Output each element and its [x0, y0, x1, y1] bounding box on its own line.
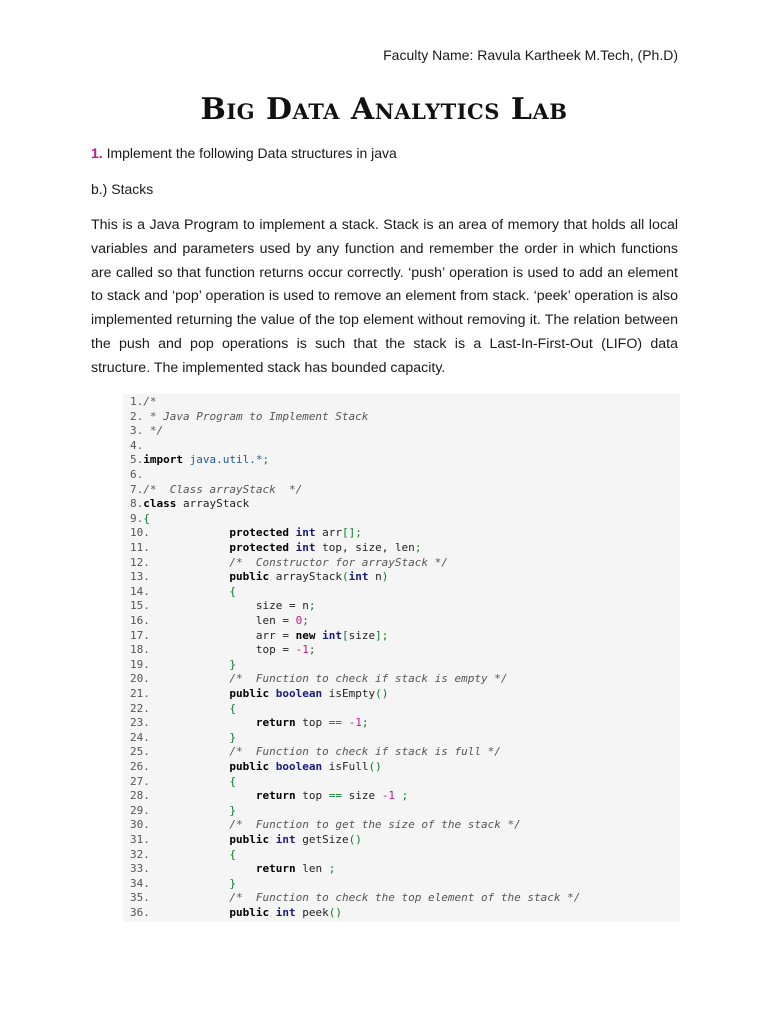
code-token: ; [401, 789, 409, 803]
code-token: protected [229, 526, 289, 540]
line-number: 10. [130, 526, 150, 540]
code-line [130, 395, 157, 410]
code-line [130, 556, 448, 571]
question-heading [91, 145, 397, 161]
code-token [289, 541, 296, 554]
code-token [150, 731, 229, 744]
code-line [130, 716, 368, 731]
line-number: 8. [130, 497, 144, 511]
code-token: return [255, 716, 296, 730]
code-token [269, 760, 276, 773]
code-line [130, 570, 388, 585]
code-token: boolean [275, 687, 323, 700]
code-line [130, 453, 269, 468]
code-token [150, 760, 229, 773]
code-token: public [229, 906, 270, 919]
code-token: int [295, 541, 316, 554]
code-token: { [229, 847, 236, 861]
code-line [130, 906, 342, 921]
code-token: /* Function to check if stack is empty */ [229, 672, 508, 686]
line-number: 27. [130, 774, 150, 788]
code-token: /* Function to check the top element of the stack */ [229, 891, 581, 905]
code-line [130, 745, 501, 760]
code-token [183, 453, 190, 466]
code-token: ; [302, 614, 309, 627]
line-number: 29. [130, 803, 150, 817]
code-token: } [229, 876, 236, 890]
code-token [150, 658, 229, 671]
line-number: 22. [130, 701, 150, 715]
code-token [150, 541, 229, 554]
line-number: 18. [130, 643, 150, 657]
code-line [130, 672, 508, 687]
code-token [150, 585, 229, 598]
code-token: new [295, 628, 316, 642]
code-token: isEmpty [322, 687, 376, 700]
code-token: int [275, 906, 296, 919]
code-token: n [368, 570, 382, 584]
code-token: { [229, 584, 236, 598]
line-number: 25. [130, 745, 150, 759]
code-block [123, 394, 680, 922]
code-token: int [322, 628, 342, 642]
code-token [150, 906, 229, 919]
code-token [150, 775, 229, 788]
code-token [269, 906, 276, 919]
line-number: 6. [130, 468, 144, 481]
line-number: 26. [130, 760, 150, 773]
code-line [130, 818, 521, 833]
code-token: top [295, 789, 329, 803]
line-number: 3. [130, 424, 144, 438]
line-number: 4. [130, 438, 144, 452]
code-line [130, 760, 382, 775]
code-token: == [328, 716, 342, 730]
code-token: ; [414, 541, 422, 554]
code-token [342, 716, 349, 729]
code-token [150, 877, 229, 890]
code-token: size [341, 789, 382, 803]
line-number: 30. [130, 818, 150, 832]
code-token: java.util.* [189, 453, 263, 467]
code-token [150, 789, 256, 802]
code-token: ; [308, 643, 316, 657]
code-token: ]; [375, 628, 389, 642]
code-token: () [368, 760, 382, 773]
code-token: getSize [295, 833, 349, 846]
code-token: size [348, 628, 376, 642]
code-token: -1 [348, 716, 362, 730]
code-token: isFull [322, 760, 369, 773]
question-number: 1. [91, 145, 103, 161]
line-number: 13. [130, 570, 150, 584]
code-line [130, 658, 236, 673]
code-token: public [229, 687, 270, 700]
code-token: arr [315, 526, 342, 540]
code-line [130, 629, 388, 644]
line-number: 11. [130, 541, 150, 554]
line-number: 17. [130, 628, 150, 642]
code-token: public [229, 570, 270, 584]
code-token: return [255, 862, 296, 876]
code-token [150, 891, 229, 904]
code-line [130, 877, 236, 892]
code-line [130, 526, 362, 541]
code-token: -1 [381, 789, 395, 803]
line-number: 16. [130, 614, 150, 627]
line-number: 32. [130, 847, 150, 861]
line-number: 34. [130, 876, 150, 890]
code-token: } [229, 657, 236, 671]
code-token [395, 789, 402, 802]
code-line [130, 848, 236, 863]
code-line [130, 439, 143, 454]
code-token: ) [381, 570, 389, 584]
line-number: 15. [130, 599, 150, 613]
code-token: /* Constructor for arrayStack */ [229, 555, 448, 569]
code-line [130, 512, 150, 527]
code-token: * Java Program to Implement Stack [143, 409, 369, 423]
code-token: top = [149, 643, 296, 657]
code-line [130, 541, 421, 556]
code-token: ; [328, 862, 336, 876]
code-token: top, size, len [315, 541, 415, 554]
question-text: Implement the following Data structures in java [106, 145, 397, 161]
code-line [130, 424, 163, 439]
code-token [150, 672, 229, 685]
code-line [130, 483, 302, 498]
code-token: protected [229, 541, 289, 554]
code-token: { [229, 774, 236, 788]
code-line [130, 614, 309, 629]
line-number: 21. [130, 687, 150, 700]
code-line [130, 687, 388, 702]
line-number: 9. [130, 511, 144, 525]
page-title: Big Data Analytics Lab [200, 92, 568, 127]
code-line [130, 731, 236, 746]
code-token: /* [143, 395, 157, 408]
code-line [130, 789, 408, 804]
line-number: 5. [130, 453, 144, 467]
line-number: 23. [130, 716, 150, 730]
code-token: arrayStack [176, 497, 250, 511]
code-token: []; [341, 526, 362, 540]
code-line [130, 643, 315, 658]
code-token: peek [295, 906, 329, 919]
faculty-name: Faculty Name: Ravula Kartheek M.Tech, (Ph.D) [383, 47, 678, 63]
line-number: 12. [130, 555, 150, 569]
code-token [269, 833, 276, 846]
code-line [130, 702, 236, 717]
code-line [130, 468, 143, 483]
code-line [130, 599, 315, 614]
code-token: ; [262, 453, 270, 467]
code-token [289, 526, 296, 539]
code-token [150, 687, 229, 700]
code-token: size = n [149, 599, 309, 613]
code-token: int [295, 526, 316, 540]
line-number: 36. [130, 906, 150, 919]
line-number: 20. [130, 672, 150, 686]
code-token: arr = [149, 628, 296, 642]
code-token [150, 745, 229, 758]
code-token: public [229, 833, 270, 846]
line-number: 31. [130, 833, 150, 846]
code-token: { [143, 511, 150, 525]
code-line [130, 410, 368, 425]
code-token [150, 570, 229, 583]
code-token: top [295, 716, 329, 730]
code-token: { [229, 701, 236, 715]
code-token [150, 862, 256, 875]
line-number: 2. [130, 409, 144, 423]
code-token: } [229, 803, 236, 817]
code-token [269, 687, 276, 700]
code-token: [ [341, 628, 349, 642]
code-token [150, 556, 229, 569]
code-token: == [328, 789, 342, 803]
line-number: 28. [130, 789, 150, 803]
line-number: 14. [130, 584, 150, 598]
subheading-stacks: b.) Stacks [91, 181, 154, 197]
code-token: len = [149, 614, 296, 627]
code-token: -1 [295, 643, 309, 657]
code-token: () [328, 906, 342, 919]
code-token: 0 [295, 614, 303, 627]
code-token [150, 526, 229, 539]
code-token [150, 833, 229, 846]
line-number: 35. [130, 891, 150, 905]
code-token: boolean [275, 760, 323, 773]
code-token: int [348, 570, 369, 584]
code-line [130, 891, 580, 906]
code-token: () [348, 833, 362, 846]
code-token: */ [143, 424, 164, 438]
code-token [150, 716, 256, 729]
code-token: arrayStack [269, 570, 342, 584]
code-token: ; [361, 716, 369, 730]
code-token: len [295, 862, 329, 876]
code-line [130, 775, 236, 790]
code-token: ; [308, 599, 316, 613]
code-line [130, 862, 335, 877]
code-token: /* Class arrayStack */ [143, 482, 303, 496]
description-paragraph: This is a Java Program to implement a stack. Stack is an area of memory that holds all local variables and parameters used by any function and remember the order in which functions are called so that function returns occur correctly. ‘push’ operation is used to add an element to stack and ‘pop’ operation is used to remove an element from stack. ‘peek’ operation is also implemented returning the value of the top element without removing it. The relation between the push and pop operations is such that the stack is a Last-In-First-Out (LIFO) data structure. The implemented stack has bounded capacity. [91, 217, 678, 376]
line-number: 1. [130, 395, 144, 408]
code-token: int [275, 833, 296, 846]
code-line [130, 585, 236, 600]
line-number: 24. [130, 730, 150, 744]
code-token: class [143, 497, 177, 511]
code-token: /* Function to get the size of the stack */ [229, 818, 521, 832]
code-token: ( [341, 570, 349, 584]
line-number: 33. [130, 862, 150, 876]
code-token [150, 702, 229, 715]
code-token: () [375, 687, 389, 700]
code-token: /* Function to check if stack is full */ [229, 745, 501, 759]
code-line [130, 833, 362, 848]
line-number: 7. [130, 482, 144, 496]
code-line [130, 497, 249, 512]
line-number: 19. [130, 657, 150, 671]
code-token: return [255, 789, 296, 803]
code-line [130, 804, 236, 819]
code-token: import [143, 453, 183, 467]
code-token [150, 804, 229, 817]
code-token [150, 818, 229, 831]
code-token [150, 848, 229, 861]
code-token: public [229, 760, 270, 773]
code-token: } [229, 730, 236, 744]
